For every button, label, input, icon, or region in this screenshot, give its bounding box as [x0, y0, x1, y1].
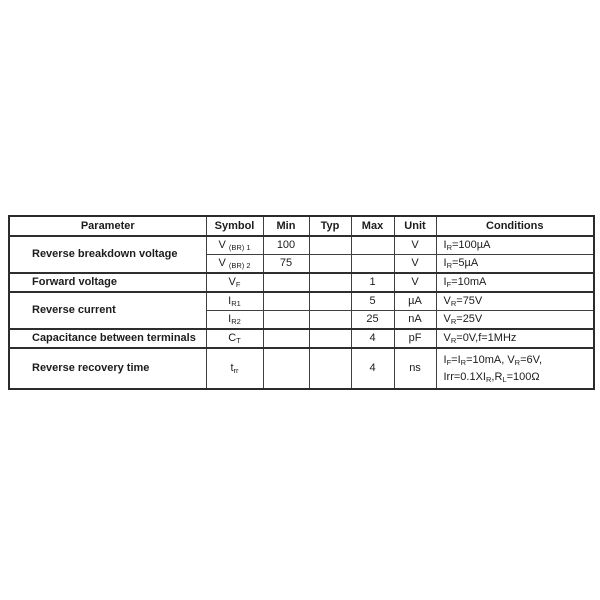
col-header-conditions: Conditions	[436, 216, 594, 236]
col-header-typ: Typ	[309, 216, 351, 236]
header-row	[9, 216, 594, 236]
typ-cell	[309, 311, 351, 330]
parameter-cell: Reverse recovery time	[9, 348, 206, 389]
conditions-cell	[436, 273, 594, 292]
parameter-cell: Reverse breakdown voltage	[9, 236, 206, 273]
condition-line: $V_R=75V$	[443, 295, 483, 308]
conditions-cell	[436, 292, 594, 311]
parameter-cell: Forward voltage	[9, 273, 206, 292]
min-cell: 100	[263, 236, 309, 255]
max-cell	[351, 236, 394, 255]
unit-cell: V	[394, 236, 436, 255]
symbol-cell: V $_{(BR) 1}$	[206, 236, 263, 255]
condition-line: $V_R=25V$	[443, 313, 483, 326]
min-cell	[263, 311, 309, 330]
parameter-cell: Capacitance between terminals	[9, 329, 206, 348]
max-cell: 1	[351, 273, 394, 292]
max-cell: 5	[351, 292, 394, 311]
conditions-cell	[436, 348, 594, 389]
typ-cell	[309, 273, 351, 292]
min-cell	[263, 348, 309, 389]
col-header-max: Max	[351, 216, 394, 236]
condition-line: $V_R=0V,f=1MHz$	[443, 332, 517, 345]
conditions-cell	[436, 236, 594, 255]
table-row	[9, 292, 594, 311]
symbol-cell: V $_{(BR) 2}$	[206, 255, 263, 274]
max-cell: 4	[351, 348, 394, 389]
col-header-min: Min	[263, 216, 309, 236]
table-row	[9, 348, 594, 389]
typ-cell	[309, 292, 351, 311]
unit-cell: V	[394, 255, 436, 274]
unit-cell: nA	[394, 311, 436, 330]
min-cell	[263, 329, 309, 348]
parameter-cell: Reverse current	[9, 292, 206, 329]
table-row	[9, 236, 594, 255]
unit-cell: V	[394, 273, 436, 292]
col-header-symbol: Symbol	[206, 216, 263, 236]
table-row	[9, 329, 594, 348]
symbol-cell: $t_{rr}$	[206, 348, 263, 389]
max-cell	[351, 255, 394, 274]
unit-cell: ns	[394, 348, 436, 389]
conditions-cell	[436, 255, 594, 274]
condition-line: $I_F=10mA$	[443, 276, 487, 289]
symbol-cell: $V_F$	[206, 273, 263, 292]
min-cell	[263, 273, 309, 292]
conditions-cell	[436, 329, 594, 348]
col-header-parameter: Parameter	[9, 216, 206, 236]
table-row	[9, 273, 594, 292]
symbol-cell: $I_{R2}$	[206, 311, 263, 330]
symbol-cell: $I_{R1}$	[206, 292, 263, 311]
unit-cell: µA	[394, 292, 436, 311]
min-cell	[263, 292, 309, 311]
conditions-cell	[436, 311, 594, 330]
max-cell: 25	[351, 311, 394, 330]
col-header-unit: Unit	[394, 216, 436, 236]
condition-line: $I_F=I_R=10mA$, $V_R=6V$,	[443, 353, 543, 367]
typ-cell	[309, 348, 351, 389]
condition-line: $I_R=5\mu A$	[443, 257, 479, 270]
condition-line: $I_R=100\mu A$	[443, 239, 491, 252]
typ-cell	[309, 236, 351, 255]
unit-cell: pF	[394, 329, 436, 348]
symbol-cell: $C_T$	[206, 329, 263, 348]
typ-cell	[309, 255, 351, 274]
typ-cell	[309, 329, 351, 348]
max-cell: 4	[351, 329, 394, 348]
condition-line: $Irr=0.1XI_R,R_L=100\Omega$	[443, 370, 540, 384]
min-cell: 75	[263, 255, 309, 274]
spec-table	[8, 215, 595, 390]
